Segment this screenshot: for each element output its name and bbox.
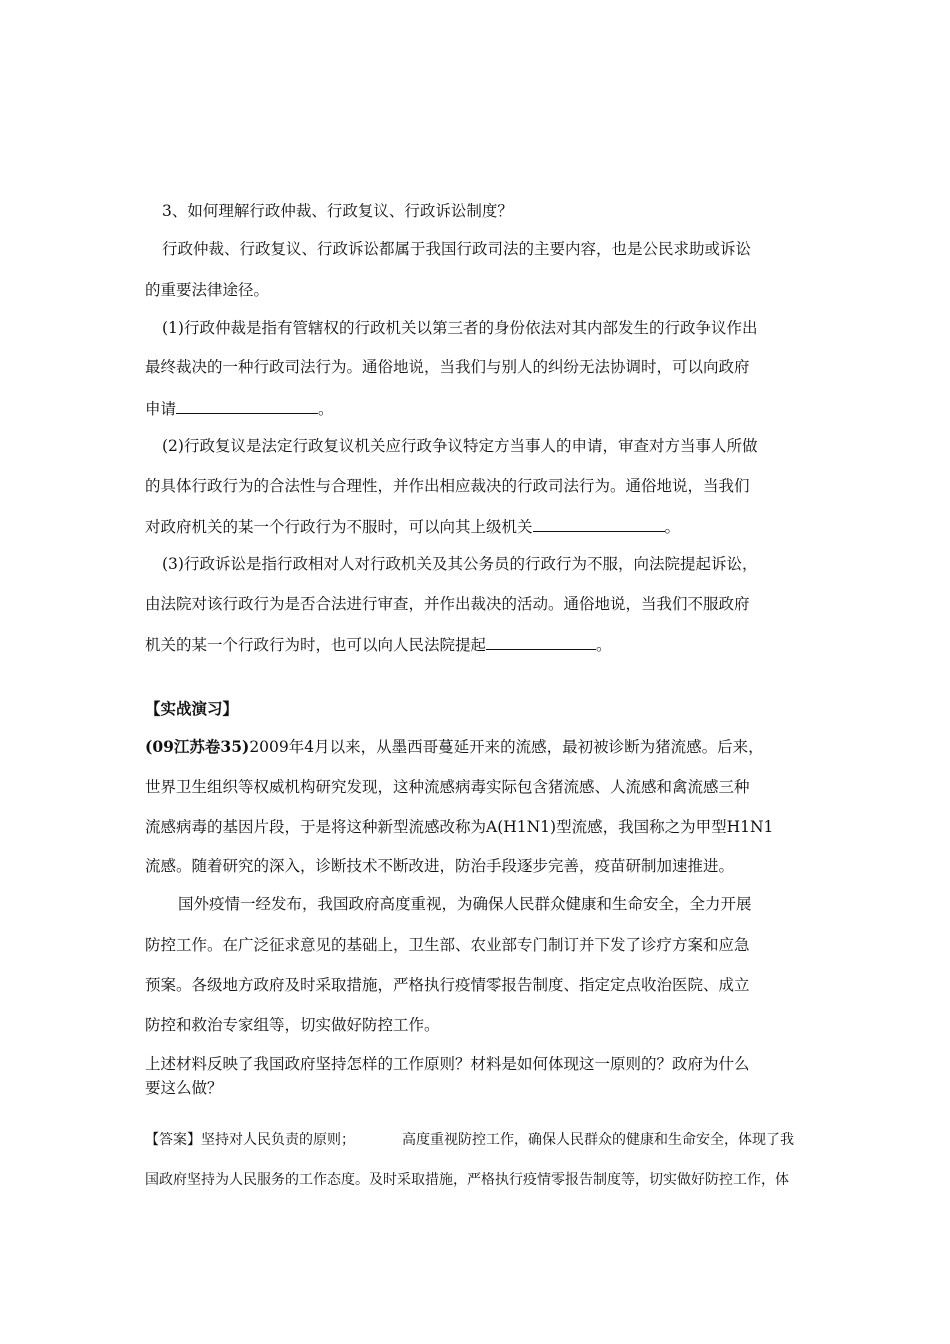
reconsideration-line-2: 的具体行政行为的合法性与合理性，并作出相应裁决的行政司法行为。通俗地说，当我们: [145, 477, 750, 495]
material-1-line-1-text: 2009年4月以来，从墨西哥蔓延开来的流感，最初被诊断为猪流感。后来，: [249, 738, 764, 756]
answer-line-1: [145, 1130, 355, 1150]
material-2-line-2: 防控工作。在广泛征求意见的基础上，卫生部、农业部专门制订并下发了诊疗方案和应急: [145, 936, 750, 954]
answer-line-2: 国政府坚持为人民服务的工作态度。及时采取措施，严格执行疫情零报告制度等，切实做好防控工作，体: [145, 1172, 789, 1188]
question-line-1: 上述材料反映了我国政府坚持怎样的工作原则？材料是如何体现这一原则的？政府为什么: [145, 1055, 750, 1073]
question-line-2: 要这么做？: [145, 1079, 223, 1097]
material-1-line-3: 流感病毒的基因片段，于是将这种新型流感改称为A(H1N1)型流感，我国称之为甲型H1N1: [145, 818, 774, 836]
litigation-blank[interactable]: [486, 634, 596, 650]
litigation-line-1: (3)行政诉讼是指行政相对人对行政机关及其公务员的行政行为不服，向法院提起诉讼，: [162, 555, 758, 573]
material-1-line-4: 流感。随着研究的深入，诊断技术不断改进，防治手段逐步完善，疫苗研制加速推进。: [145, 857, 735, 875]
material-2-line-4: 防控和救治专家组等，切实做好防控工作。: [145, 1016, 440, 1034]
litigation-line-2: 由法院对该行政行为是否合法进行审查，并作出裁决的活动。通俗地说，当我们不服政府: [145, 595, 750, 613]
question-3-title: 3、如何理解行政仲裁、行政复议、行政诉讼制度？: [162, 202, 513, 220]
arbitration-suffix: 。: [318, 400, 334, 418]
arbitration-blank[interactable]: [176, 398, 318, 414]
material-2-line-3: 预案。各级地方政府及时采取措施，严格执行疫情零报告制度、指定定点收治医院、成立: [145, 976, 750, 994]
answer-label: 【答案】: [145, 1132, 201, 1148]
intro-line-2: 的重要法律途径。: [145, 281, 270, 299]
arbitration-line-1: (1)行政仲裁是指有管辖权的行政机关以第三者的身份依法对其内部发生的行政争议作出: [162, 319, 758, 337]
practice-heading: 【实战演习】: [145, 699, 239, 718]
answer-line-1-continued: 高度重视防控工作，确保人民群众的健康和生命安全，体现了我: [402, 1132, 794, 1148]
material-1-line-1: [145, 737, 764, 757]
reconsideration-prefix: 对政府机关的某一个行政行为不服时，可以向其上级机关: [145, 518, 533, 536]
reconsideration-line-3: [145, 516, 680, 537]
intro-line-1: 行政仲裁、行政复议、行政诉讼都属于我国行政司法的主要内容，也是公民求助或诉讼: [162, 240, 752, 258]
arbitration-prefix: 申请: [145, 400, 177, 418]
reconsideration-suffix: 。: [664, 518, 681, 536]
material-2-line-1: 国外疫情一经发布，我国政府高度重视，为确保人民群众健康和生命安全，全力开展: [178, 895, 752, 913]
source-tag: (09江苏卷35): [145, 737, 250, 756]
litigation-prefix: 机关的某一个行政行为时，也可以向人民法院提起: [145, 636, 487, 654]
reconsideration-blank[interactable]: [533, 516, 665, 532]
arbitration-line-2: 最终裁决的一种行政司法行为。通俗地说，当我们与别人的纠纷无法协调时，可以向政府: [145, 358, 750, 376]
answer-principle: 坚持对人民负责的原则；: [201, 1132, 355, 1148]
litigation-suffix: 。: [596, 636, 612, 654]
reconsideration-line-1: (2)行政复议是法定行政复议机关应行政争议特定方当事人的申请，审查对方当事人所做: [162, 437, 758, 455]
arbitration-line-3: [145, 398, 334, 419]
material-1-line-2: 世界卫生组织等权威机构研究发现，这种流感病毒实际包含猪流感、人流感和禽流感三种: [145, 778, 750, 796]
litigation-line-3: [145, 634, 612, 655]
